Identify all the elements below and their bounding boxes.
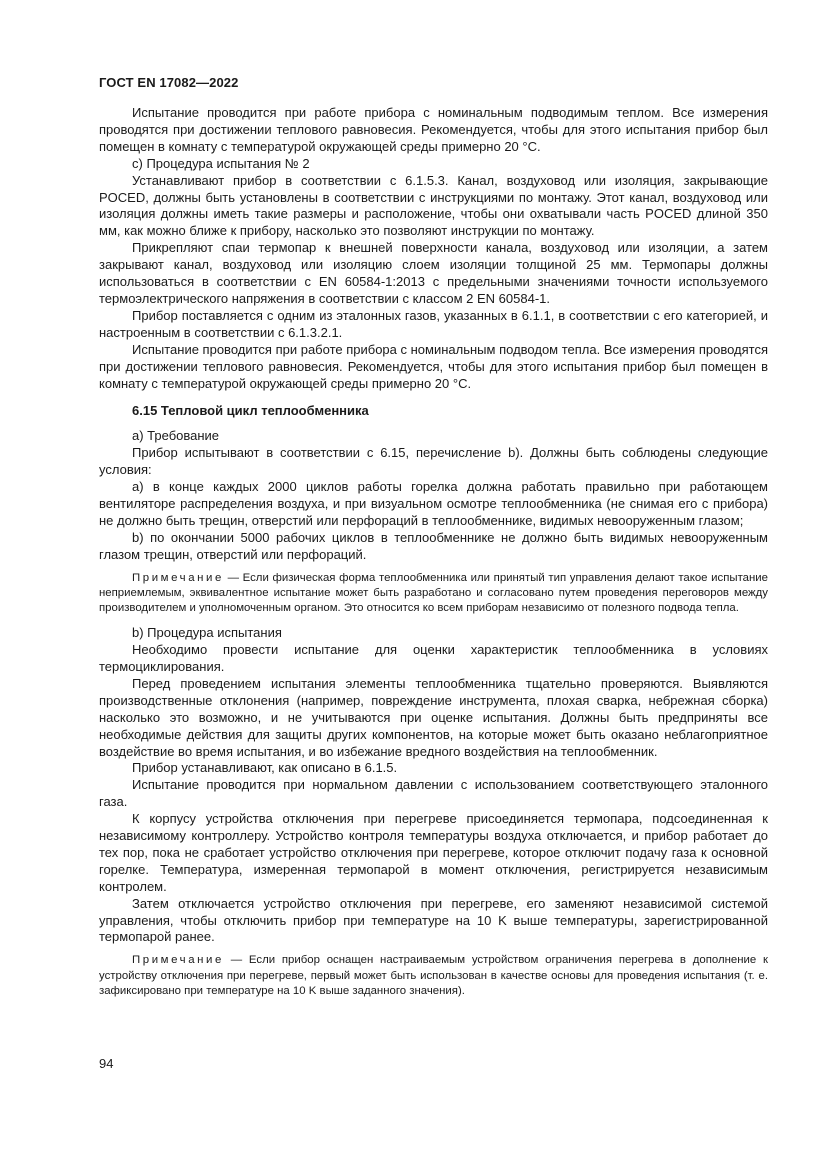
note-label: Примечание	[132, 571, 224, 584]
note	[99, 571, 768, 617]
list-item: а) в конце каждых 2000 циклов работы горелка должна работать правильно при работающем вентиляторе распределения воздуха, и при визуальном осмотре теплообменника (не снимая его с прибора) не должно быть трещин, отверстий или перфораций в теплообменнике, видимых невооруженным глазом;	[99, 479, 768, 528]
paragraph: Испытание проводится при работе прибора с номинальным подводом тепла. Все измерения проводятся при достижении теплового равновесия. Рекомендуется, чтобы для этого испытания прибор был помещен в комнату с температурой окружающей среды примерно 20 °С.	[99, 341, 768, 391]
paragraph: с) Процедура испытания № 2	[132, 155, 310, 171]
paragraph: Испытание проводится при работе прибора с номинальным подводимым теплом. Все измерения проводятся при достижении теплового равновесия. Рекомендуется, чтобы для этого испытания прибор был помещен в комнату с температурой окружающей среды примерно 20 °С.	[99, 105, 768, 154]
paragraph: Необходимо провести испытание для оценки характеристик теплообменника в условиях термоциклирования.	[99, 642, 768, 674]
document-header: ГОСТ EN 17082—2022	[99, 75, 239, 90]
document-body	[99, 105, 768, 1008]
paragraph: Прикрепляют спаи термопар к внешней поверхности канала, воздуховод или изоляции, а затем закрывают канал, воздуховод или изоляцию слоем изоляции толщиной 25 мм. Термопары должны использоваться в соответствии с EN 60584-1:2013 с предельными значениями точности используемого термоэлектрического напряжения в соответствии с классом 2 EN 60584-1.	[99, 240, 768, 306]
paragraph: К корпусу устройства отключения при перегреве присоединяется термопара, подсоединенная к независимому контроллеру. Устройство контроля температуры воздуха отключается, и прибор работает до тех пор, пока не сработает устройство отключения при перегреве, которое отключит подачу газа к основной горелке. Температура, измеренная термопарой в момент отключения, регистрируется независимым контролем.	[99, 811, 768, 894]
paragraph: Перед проведением испытания элементы теплообменника тщательно проверяются. Выявляются производственные отклонения (например, повреждение инструмента, плохая сварка, небрежная сборка) насколько это возможно, и не учитываются при оценке испытания. Должны быть предприняты все необходимые действия для защиты других компонентов, на которые может быть оказано неблагоприятное воздействие во время испытания, и во избежание вредного воздействия на теплообменник.	[99, 675, 768, 759]
note	[99, 953, 768, 999]
paragraph: Прибор устанавливают, как описано в 6.1.5.	[132, 760, 398, 776]
page-number: 94	[99, 1056, 114, 1071]
paragraph: b) Процедура испытания	[132, 625, 282, 641]
note-text: — Если прибор оснащен настраиваемым устройством ограничения перегрева в дополнение к устройству отключения при перегреве, первый может быть использован в качестве основы для проведения испытания (т. е. зафиксировано при температуре на 10 K выше заданного значения).	[99, 954, 768, 997]
note-label: Примечание	[132, 954, 224, 967]
paragraph: Прибор поставляется с одним из эталонных газов, указанных в 6.1.1, в соответствии с его категорией, и настроенным в соответствии с 6.1.3.2.1.	[99, 307, 768, 340]
paragraph: а) Требование	[132, 428, 220, 444]
paragraph: Устанавливают прибор в соответствии с 6.1.5.3. Канал, воздуховод или изоляция, закрывающие POCED, должны быть установлены в соответствии с инструкциями по монтажу. Этот канал, воздуховод или изоляция должны иметь такие размеры и расположение, чтобы они охватывали часть POCED длиной 350 мм, как можно ближе к прибору, насколько это позволяют инструкции по монтажу.	[99, 172, 768, 239]
section-heading: 6.15 Тепловой цикл теплообменника	[132, 403, 369, 419]
paragraph: Испытание проводится при нормальном давлении с использованием соответствующего эталонного газа.	[99, 777, 768, 810]
paragraph: Затем отключается устройство отключения при перегреве, его заменяют независимой системой управления, чтобы отключить прибор при температуре на 10 K выше температуры, зарегистрированной термопарой ранее.	[99, 895, 768, 945]
list-item: b) по окончании 5000 рабочих циклов в теплообменнике не должно быть видимых невооруженным глазом трещин, отверстий или перфораций.	[99, 529, 768, 562]
note-text: — Если физическая форма теплообменника или принятый тип управления делают такое испытание неприемлемым, эквивалентное испытание может быть разработано и согласовано путем проведения переговоров между производителем и уполномоченным органом. Это относится ко всем приборам независимо от полезного подвода тепла.	[99, 571, 768, 614]
paragraph: Прибор испытывают в соответствии с 6.15, перечисление b). Должны быть соблюдены следующие условия:	[99, 445, 768, 478]
